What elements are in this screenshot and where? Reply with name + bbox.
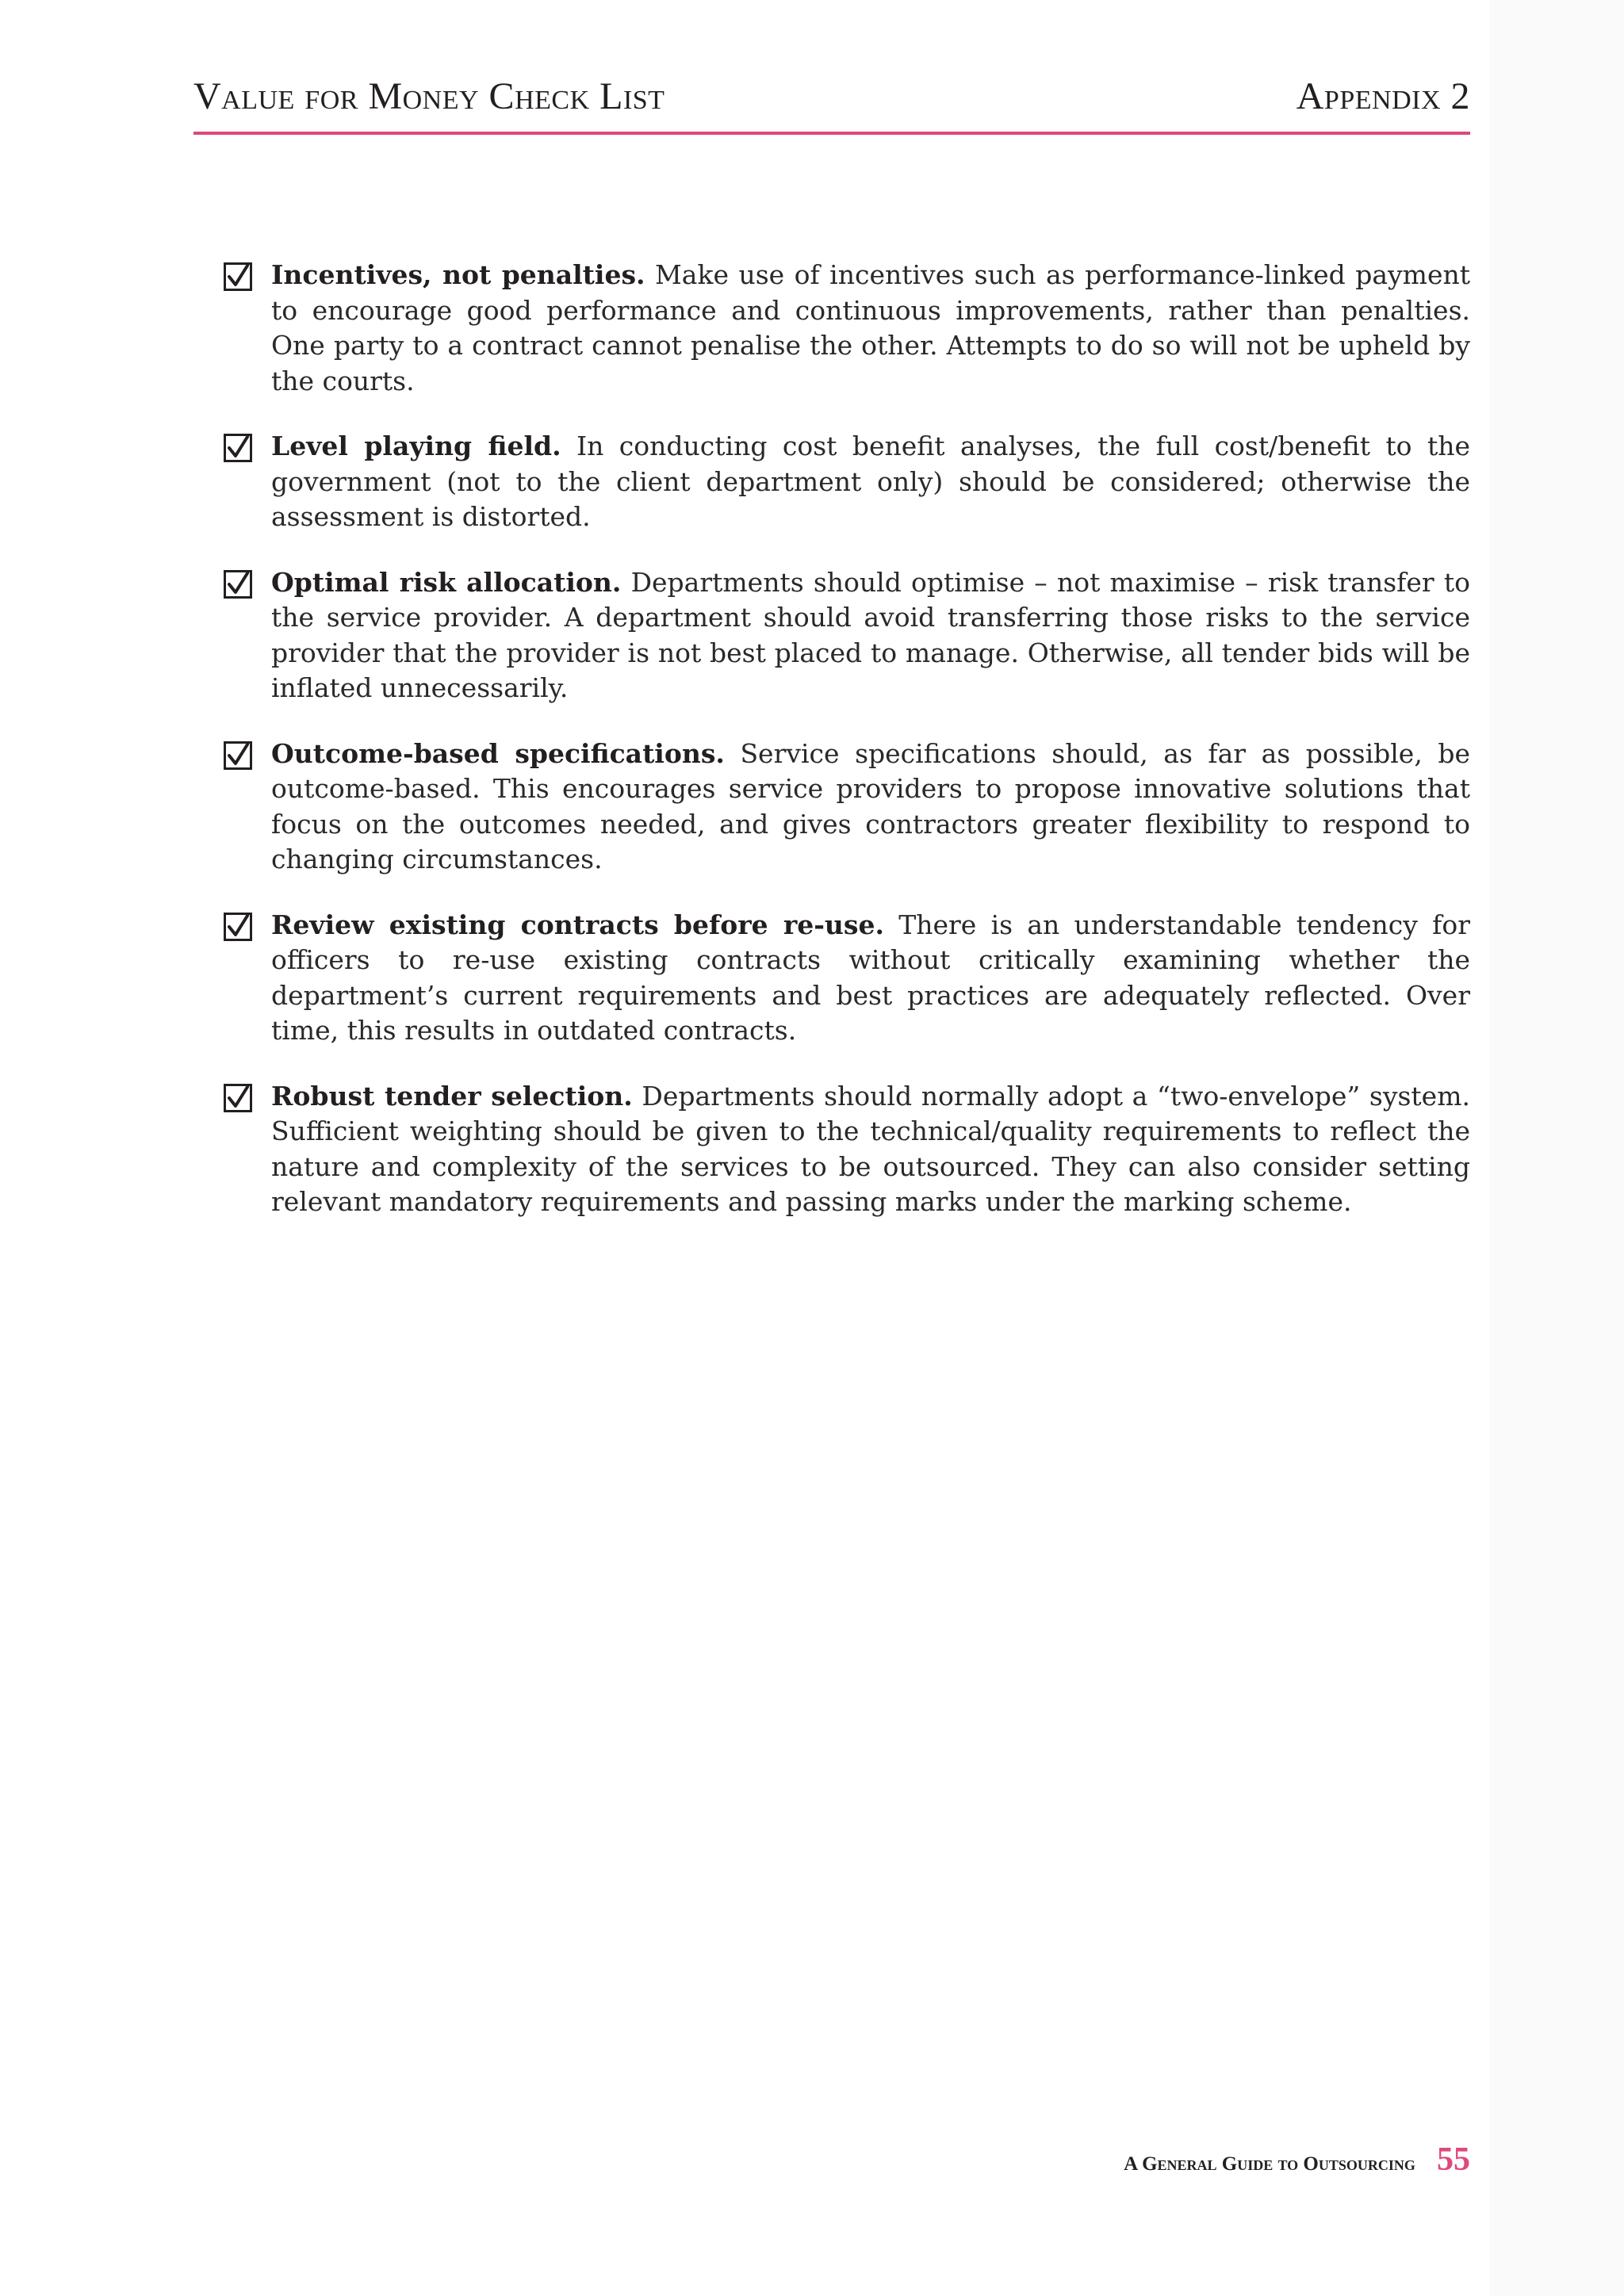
- value-for-money-checklist: [224, 258, 1470, 1250]
- checklist-item-heading: Level playing field.: [271, 430, 561, 461]
- checklist-item-text: Make use of incentives such as performance-linked payment to encourage good performance and continuous improvements, rather than penalties. One party to a contract cannot penalise the other. Attempts to do so will not be upheld by the courts.: [271, 259, 1471, 396]
- checklist-item: [224, 908, 1470, 1049]
- header-appendix-label: Appendix 2: [1296, 75, 1470, 117]
- checklist-item-text: Departments should normally adopt a “two-envelope” system. Sufficient weighting should be given to the technical/quality requirements to reflect the nature and complexity of the services to be outsourced. They can also consider setting relevant mandatory requirements and passing marks under the marking scheme.: [271, 1080, 1470, 1217]
- checklist-item: [224, 1079, 1470, 1220]
- checkbox-checked-icon: [224, 741, 252, 770]
- checkbox-checked-icon: [224, 913, 252, 941]
- page-number: 55: [1437, 2141, 1470, 2178]
- checklist-item-text: Service specifications should, as far as possible, be outcome-based. This encourages service providers to propose innovative solutions that focus on the outcomes needed, and gives contractors greater flexibility to respond to changing circumstances.: [271, 737, 1470, 874]
- page-margin-strip: [1489, 0, 1624, 2296]
- checkbox-checked-icon: [224, 1084, 252, 1112]
- checklist-item: [224, 565, 1470, 706]
- checklist-item-heading: Review existing contracts before re-use.: [271, 909, 884, 940]
- checklist-item: [224, 429, 1470, 535]
- checkbox-checked-icon: [224, 570, 252, 599]
- checklist-item-heading: Robust tender selection.: [271, 1080, 633, 1112]
- checkbox-checked-icon: [224, 434, 252, 462]
- checkbox-checked-icon: [224, 262, 252, 291]
- checklist-item-heading: Incentives, not penalties.: [271, 259, 645, 290]
- header-title: Value for Money Check List: [193, 75, 665, 117]
- checklist-item-heading: Optimal risk allocation.: [271, 566, 622, 598]
- checklist-item: [224, 737, 1470, 878]
- page-header: [193, 71, 1470, 135]
- checklist-item: [224, 258, 1470, 399]
- footer-publication-title: A General Guide to Outsourcing: [1124, 2153, 1415, 2175]
- checklist-item-heading: Outcome-based specifications.: [271, 737, 725, 769]
- checklist-item-text: In conducting cost benefit analyses, the full cost/benefit to the government (not to the client department only) should be considered; otherwise the assessment is distorted.: [271, 430, 1470, 532]
- checklist-item-text: There is an understandable tendency for officers to re-use existing contracts without critically examining whether the department’s current requirements and best practices are adequately reflected. Over time, this results in outdated contracts.: [271, 909, 1470, 1046]
- checklist-item-text: Departments should optimise – not maximise – risk transfer to the service provider. A department should avoid transferring those risks to the service provider that the provider is not best placed to manage. Otherwise, all tender bids will be inflated unnecessarily.: [271, 566, 1470, 703]
- page-footer: [1124, 2141, 1470, 2179]
